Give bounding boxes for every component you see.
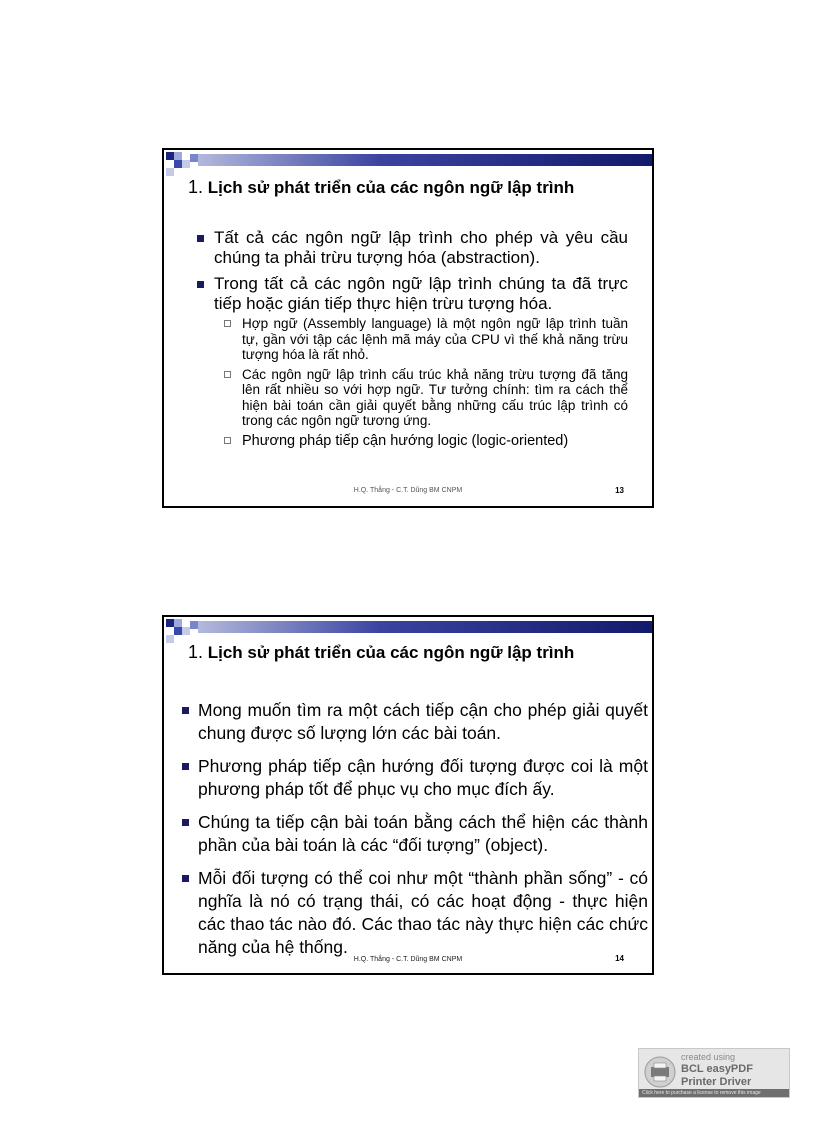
bullet-text: Mong muốn tìm ra một cách tiếp cận cho phép giải quyết chung được số lượng lớn các bài toán. <box>198 700 648 743</box>
slide-13 <box>162 148 654 508</box>
sub-bullet-text: Phương pháp tiếp cận hướng logic (logic-oriented) <box>242 432 569 449</box>
list-item <box>198 699 648 745</box>
slide-title <box>188 641 632 664</box>
sub-list-item <box>222 316 628 363</box>
square-bullet-icon <box>182 763 189 770</box>
sub-list-item <box>222 433 628 450</box>
square-bullet-icon <box>182 875 189 882</box>
sub-bullet-text: Hợp ngữ (Assembly language) là một ngôn ngữ lập trình tuần tự, gần với tập các lệnh mã máy của CPU vì thế khả năng trừu tượng hóa là rất nhỏ. <box>242 316 628 362</box>
page-number: 13 <box>615 486 624 495</box>
list-item <box>214 228 628 268</box>
bullet-text: Tất cả các ngôn ngữ lập trình cho phép và yêu cầu chúng ta phải trừu tượng hóa (abstraction). <box>214 228 628 267</box>
list-item <box>198 867 648 959</box>
watermark-purchase-link[interactable]: Click here to purchase a license to remove this image <box>639 1089 789 1097</box>
hollow-square-bullet-icon <box>224 371 231 378</box>
hollow-square-bullet-icon <box>224 437 231 444</box>
list-item <box>198 811 648 857</box>
slide-title <box>188 176 632 199</box>
sub-bullet-list <box>214 316 628 449</box>
bullet-list <box>198 699 648 969</box>
sub-bullet-text: Các ngôn ngữ lập trình cấu trúc khả năng trừu tượng đã tăng lên rất nhiều so với hợp ngữ. Tư tưởng chính: tìm ra cách thể hiện bài toán cần giải quyết bằng những cấu trúc lập trình có trong các ngôn ngữ tương ứng. <box>242 366 628 428</box>
printer-logo-icon <box>643 1055 677 1089</box>
square-bullet-icon <box>182 707 189 714</box>
list-item <box>214 274 628 449</box>
watermark-line-2: BCL easyPDF <box>681 1063 753 1075</box>
bullet-text: Trong tất cả các ngôn ngữ lập trình chúng ta đã trực tiếp hoặc gián tiếp thực hiện trừu tượng hóa. <box>214 274 628 313</box>
bullet-text: Chúng ta tiếp cận bài toán bằng cách thể hiện các thành phần của bài toán là các “đối tượng” (object). <box>198 812 648 855</box>
slide-14 <box>162 615 654 975</box>
bullet-list <box>214 228 628 455</box>
title-number: 1. <box>188 642 204 662</box>
title-number: 1. <box>188 177 204 197</box>
slide-footer: H.Q. Thắng - C.T. Dũng BM CNPM <box>353 956 463 963</box>
title-text: Lịch sử phát triển của các ngôn ngữ lập trình <box>207 643 575 662</box>
title-text: Lịch sử phát triển của các ngôn ngữ lập trình <box>207 178 575 197</box>
watermark-line-3: Printer Driver <box>681 1076 752 1088</box>
list-item <box>198 755 648 801</box>
bullet-text: Phương pháp tiếp cận hướng đối tượng được coi là một phương pháp tốt để phục vụ cho mục đích ấy. <box>198 756 648 799</box>
hollow-square-bullet-icon <box>224 320 231 327</box>
square-bullet-icon <box>197 235 204 242</box>
pdf-creator-watermark[interactable] <box>638 1048 790 1098</box>
sub-list-item <box>222 367 628 429</box>
slide-footer: H.Q. Thắng - C.T. Dũng BM CNPM <box>353 487 463 494</box>
square-bullet-icon <box>197 281 204 288</box>
square-bullet-icon <box>182 819 189 826</box>
page-number: 14 <box>615 954 624 963</box>
watermark-line-1: created using <box>681 1052 736 1062</box>
bullet-text: Mỗi đối tượng có thể coi như một “thành phần sống” - có nghĩa là nó có trạng thái, có các hoạt động - thực hiện các thao tác nào đó. Các thao tác này thực hiện các chức năng của hệ thống. <box>198 868 648 957</box>
